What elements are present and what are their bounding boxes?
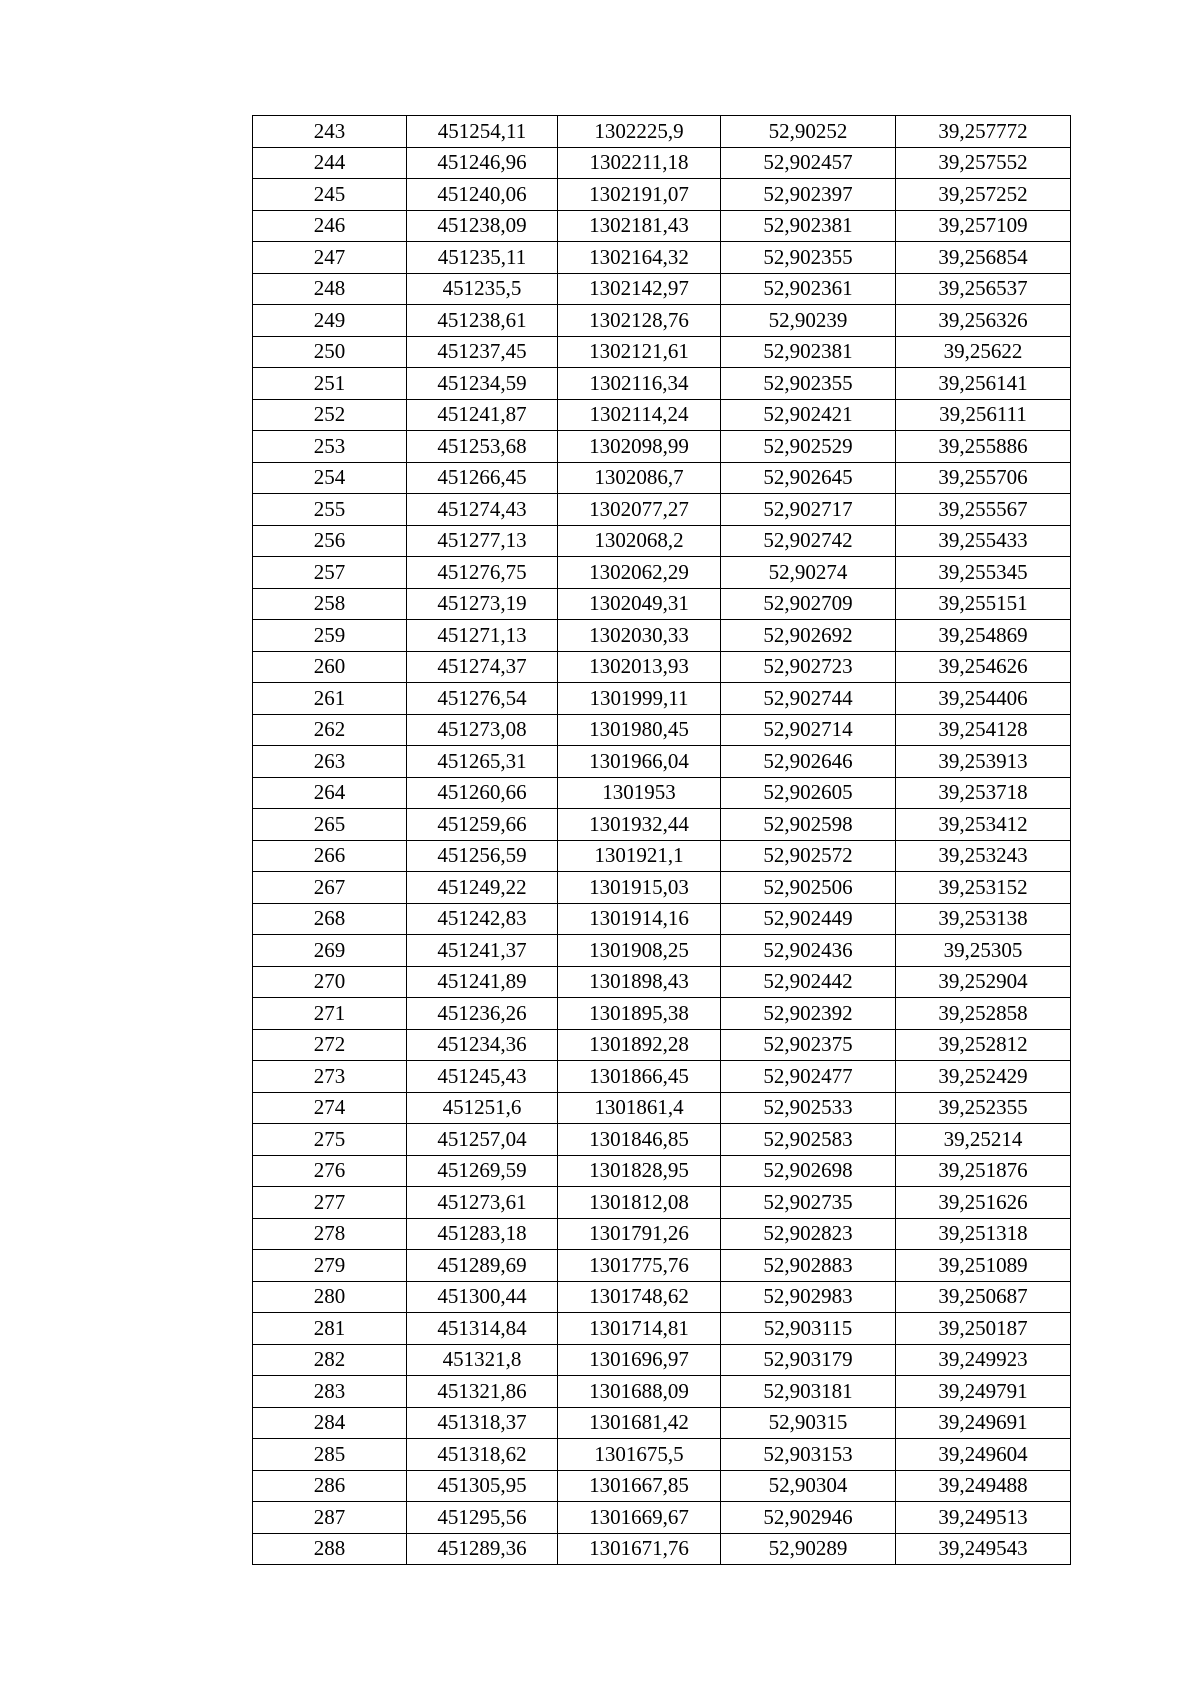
longitude-cell: 39,250687 [896,1281,1071,1313]
y-coordinate-cell: 1302225,9 [558,116,721,148]
x-coordinate-cell: 451274,43 [407,494,558,526]
table-row [253,210,1071,242]
table-row [253,1439,1071,1471]
longitude-cell: 39,256111 [896,399,1071,431]
x-coordinate-cell: 451241,87 [407,399,558,431]
y-coordinate-cell: 1302068,2 [558,525,721,557]
latitude-cell: 52,90315 [721,1407,896,1439]
y-coordinate-cell: 1301999,11 [558,683,721,715]
longitude-cell: 39,251318 [896,1218,1071,1250]
longitude-cell: 39,249791 [896,1376,1071,1408]
table-row [253,1502,1071,1534]
y-coordinate-cell: 1302142,97 [558,273,721,305]
x-coordinate-cell: 451254,11 [407,116,558,148]
latitude-cell: 52,902742 [721,525,896,557]
point-number-cell: 270 [253,966,407,998]
table-row [253,1376,1071,1408]
y-coordinate-cell: 1302191,07 [558,179,721,211]
latitude-cell: 52,902983 [721,1281,896,1313]
x-coordinate-cell: 451318,37 [407,1407,558,1439]
point-number-cell: 253 [253,431,407,463]
point-number-cell: 273 [253,1061,407,1093]
x-coordinate-cell: 451276,75 [407,557,558,589]
x-coordinate-cell: 451321,8 [407,1344,558,1376]
y-coordinate-cell: 1301892,28 [558,1029,721,1061]
longitude-cell: 39,249488 [896,1470,1071,1502]
table-row [253,588,1071,620]
longitude-cell: 39,255886 [896,431,1071,463]
latitude-cell: 52,903179 [721,1344,896,1376]
longitude-cell: 39,25305 [896,935,1071,967]
x-coordinate-cell: 451305,95 [407,1470,558,1502]
y-coordinate-cell: 1301714,81 [558,1313,721,1345]
longitude-cell: 39,253718 [896,777,1071,809]
point-number-cell: 248 [253,273,407,305]
table-row [253,147,1071,179]
point-number-cell: 256 [253,525,407,557]
y-coordinate-cell: 1301895,38 [558,998,721,1030]
point-number-cell: 243 [253,116,407,148]
point-number-cell: 249 [253,305,407,337]
x-coordinate-cell: 451234,36 [407,1029,558,1061]
point-number-cell: 263 [253,746,407,778]
y-coordinate-cell: 1301671,76 [558,1533,721,1565]
y-coordinate-cell: 1301812,08 [558,1187,721,1219]
longitude-cell: 39,255706 [896,462,1071,494]
latitude-cell: 52,902381 [721,210,896,242]
point-number-cell: 267 [253,872,407,904]
table-row [253,1281,1071,1313]
longitude-cell: 39,254128 [896,714,1071,746]
y-coordinate-cell: 1301861,4 [558,1092,721,1124]
longitude-cell: 39,256326 [896,305,1071,337]
point-number-cell: 287 [253,1502,407,1534]
longitude-cell: 39,253412 [896,809,1071,841]
latitude-cell: 52,902375 [721,1029,896,1061]
y-coordinate-cell: 1301667,85 [558,1470,721,1502]
longitude-cell: 39,255567 [896,494,1071,526]
table-row [253,368,1071,400]
latitude-cell: 52,902698 [721,1155,896,1187]
point-number-cell: 268 [253,903,407,935]
latitude-cell: 52,902506 [721,872,896,904]
longitude-cell: 39,255151 [896,588,1071,620]
longitude-cell: 39,252904 [896,966,1071,998]
table-row [253,525,1071,557]
table-row [253,399,1071,431]
y-coordinate-cell: 1302049,31 [558,588,721,620]
table-row [253,273,1071,305]
latitude-cell: 52,90274 [721,557,896,589]
table-row [253,305,1071,337]
table-row [253,746,1071,778]
longitude-cell: 39,256854 [896,242,1071,274]
latitude-cell: 52,902714 [721,714,896,746]
table-row [253,998,1071,1030]
longitude-cell: 39,251089 [896,1250,1071,1282]
point-number-cell: 272 [253,1029,407,1061]
longitude-cell: 39,252812 [896,1029,1071,1061]
y-coordinate-cell: 1301908,25 [558,935,721,967]
latitude-cell: 52,902823 [721,1218,896,1250]
table-row [253,1187,1071,1219]
y-coordinate-cell: 1301898,43 [558,966,721,998]
latitude-cell: 52,903115 [721,1313,896,1345]
longitude-cell: 39,254869 [896,620,1071,652]
latitude-cell: 52,902605 [721,777,896,809]
y-coordinate-cell: 1302013,93 [558,651,721,683]
x-coordinate-cell: 451245,43 [407,1061,558,1093]
latitude-cell: 52,903181 [721,1376,896,1408]
longitude-cell: 39,25214 [896,1124,1071,1156]
y-coordinate-cell: 1301775,76 [558,1250,721,1282]
point-number-cell: 269 [253,935,407,967]
x-coordinate-cell: 451242,83 [407,903,558,935]
x-coordinate-cell: 451266,45 [407,462,558,494]
x-coordinate-cell: 451249,22 [407,872,558,904]
point-number-cell: 252 [253,399,407,431]
table-row [253,494,1071,526]
y-coordinate-cell: 1302062,29 [558,557,721,589]
point-number-cell: 288 [253,1533,407,1565]
point-number-cell: 250 [253,336,407,368]
longitude-cell: 39,250187 [896,1313,1071,1345]
longitude-cell: 39,252858 [896,998,1071,1030]
longitude-cell: 39,251626 [896,1187,1071,1219]
latitude-cell: 52,902883 [721,1250,896,1282]
longitude-cell: 39,253138 [896,903,1071,935]
y-coordinate-cell: 1302211,18 [558,147,721,179]
x-coordinate-cell: 451257,04 [407,1124,558,1156]
y-coordinate-cell: 1301932,44 [558,809,721,841]
latitude-cell: 52,902646 [721,746,896,778]
table-row [253,431,1071,463]
point-number-cell: 278 [253,1218,407,1250]
y-coordinate-cell: 1301866,45 [558,1061,721,1093]
x-coordinate-cell: 451251,6 [407,1092,558,1124]
x-coordinate-cell: 451283,18 [407,1218,558,1250]
x-coordinate-cell: 451277,13 [407,525,558,557]
x-coordinate-cell: 451318,62 [407,1439,558,1471]
longitude-cell: 39,257772 [896,116,1071,148]
table-row [253,683,1071,715]
longitude-cell: 39,256537 [896,273,1071,305]
latitude-cell: 52,90289 [721,1533,896,1565]
point-number-cell: 245 [253,179,407,211]
longitude-cell: 39,255345 [896,557,1071,589]
y-coordinate-cell: 1301696,97 [558,1344,721,1376]
point-number-cell: 258 [253,588,407,620]
latitude-cell: 52,902421 [721,399,896,431]
latitude-cell: 52,902723 [721,651,896,683]
x-coordinate-cell: 451276,54 [407,683,558,715]
x-coordinate-cell: 451235,5 [407,273,558,305]
table-row [253,1407,1071,1439]
longitude-cell: 39,253243 [896,840,1071,872]
longitude-cell: 39,249513 [896,1502,1071,1534]
x-coordinate-cell: 451240,06 [407,179,558,211]
x-coordinate-cell: 451300,44 [407,1281,558,1313]
table-row [253,1313,1071,1345]
longitude-cell: 39,255433 [896,525,1071,557]
x-coordinate-cell: 451273,61 [407,1187,558,1219]
point-number-cell: 276 [253,1155,407,1187]
y-coordinate-cell: 1301828,95 [558,1155,721,1187]
point-number-cell: 247 [253,242,407,274]
table-row [253,903,1071,935]
x-coordinate-cell: 451289,36 [407,1533,558,1565]
y-coordinate-cell: 1301669,67 [558,1502,721,1534]
point-number-cell: 282 [253,1344,407,1376]
point-number-cell: 251 [253,368,407,400]
latitude-cell: 52,902392 [721,998,896,1030]
latitude-cell: 52,902442 [721,966,896,998]
x-coordinate-cell: 451274,37 [407,651,558,683]
longitude-cell: 39,254626 [896,651,1071,683]
latitude-cell: 52,90239 [721,305,896,337]
point-number-cell: 262 [253,714,407,746]
latitude-cell: 52,902645 [721,462,896,494]
y-coordinate-cell: 1301688,09 [558,1376,721,1408]
y-coordinate-cell: 1302086,7 [558,462,721,494]
latitude-cell: 52,902436 [721,935,896,967]
longitude-cell: 39,249543 [896,1533,1071,1565]
longitude-cell: 39,257109 [896,210,1071,242]
x-coordinate-cell: 451295,56 [407,1502,558,1534]
x-coordinate-cell: 451260,66 [407,777,558,809]
x-coordinate-cell: 451238,09 [407,210,558,242]
y-coordinate-cell: 1302116,34 [558,368,721,400]
x-coordinate-cell: 451235,11 [407,242,558,274]
x-coordinate-cell: 451237,45 [407,336,558,368]
latitude-cell: 52,902709 [721,588,896,620]
y-coordinate-cell: 1301953 [558,777,721,809]
latitude-cell: 52,902381 [721,336,896,368]
y-coordinate-cell: 1301791,26 [558,1218,721,1250]
latitude-cell: 52,902735 [721,1187,896,1219]
table-row [253,1344,1071,1376]
latitude-cell: 52,902397 [721,179,896,211]
point-number-cell: 257 [253,557,407,589]
x-coordinate-cell: 451238,61 [407,305,558,337]
point-number-cell: 279 [253,1250,407,1282]
x-coordinate-cell: 451289,69 [407,1250,558,1282]
y-coordinate-cell: 1302030,33 [558,620,721,652]
table-row [253,1250,1071,1282]
x-coordinate-cell: 451273,08 [407,714,558,746]
point-number-cell: 264 [253,777,407,809]
latitude-cell: 52,902533 [721,1092,896,1124]
point-number-cell: 265 [253,809,407,841]
table-row [253,966,1071,998]
longitude-cell: 39,252429 [896,1061,1071,1093]
point-number-cell: 271 [253,998,407,1030]
longitude-cell: 39,249923 [896,1344,1071,1376]
table-row [253,557,1071,589]
table-row [253,1124,1071,1156]
table-row [253,462,1071,494]
x-coordinate-cell: 451241,37 [407,935,558,967]
longitude-cell: 39,252355 [896,1092,1071,1124]
y-coordinate-cell: 1302098,99 [558,431,721,463]
y-coordinate-cell: 1302114,24 [558,399,721,431]
x-coordinate-cell: 451271,13 [407,620,558,652]
y-coordinate-cell: 1302121,61 [558,336,721,368]
point-number-cell: 277 [253,1187,407,1219]
x-coordinate-cell: 451236,26 [407,998,558,1030]
coordinates-table [252,115,1071,1565]
y-coordinate-cell: 1301921,1 [558,840,721,872]
latitude-cell: 52,902572 [721,840,896,872]
point-number-cell: 246 [253,210,407,242]
table-row [253,651,1071,683]
y-coordinate-cell: 1301980,45 [558,714,721,746]
x-coordinate-cell: 451314,84 [407,1313,558,1345]
point-number-cell: 244 [253,147,407,179]
table-row [253,242,1071,274]
latitude-cell: 52,90252 [721,116,896,148]
longitude-cell: 39,249691 [896,1407,1071,1439]
y-coordinate-cell: 1301675,5 [558,1439,721,1471]
latitude-cell: 52,902361 [721,273,896,305]
table-row [253,1061,1071,1093]
table-row [253,809,1071,841]
y-coordinate-cell: 1301748,62 [558,1281,721,1313]
point-number-cell: 260 [253,651,407,683]
point-number-cell: 286 [253,1470,407,1502]
point-number-cell: 274 [253,1092,407,1124]
point-number-cell: 283 [253,1376,407,1408]
table-row [253,872,1071,904]
latitude-cell: 52,902946 [721,1502,896,1534]
point-number-cell: 261 [253,683,407,715]
table-row [253,179,1071,211]
y-coordinate-cell: 1301846,85 [558,1124,721,1156]
point-number-cell: 281 [253,1313,407,1345]
point-number-cell: 254 [253,462,407,494]
x-coordinate-cell: 451246,96 [407,147,558,179]
y-coordinate-cell: 1301915,03 [558,872,721,904]
longitude-cell: 39,254406 [896,683,1071,715]
latitude-cell: 52,902583 [721,1124,896,1156]
x-coordinate-cell: 451241,89 [407,966,558,998]
table-row [253,1029,1071,1061]
latitude-cell: 52,902457 [721,147,896,179]
x-coordinate-cell: 451265,31 [407,746,558,778]
y-coordinate-cell: 1302164,32 [558,242,721,274]
longitude-cell: 39,257552 [896,147,1071,179]
coordinates-table-body [253,116,1071,1565]
x-coordinate-cell: 451234,59 [407,368,558,400]
point-number-cell: 275 [253,1124,407,1156]
y-coordinate-cell: 1302077,27 [558,494,721,526]
table-row [253,620,1071,652]
point-number-cell: 284 [253,1407,407,1439]
point-number-cell: 259 [253,620,407,652]
y-coordinate-cell: 1302128,76 [558,305,721,337]
table-row [253,1092,1071,1124]
table-row [253,935,1071,967]
latitude-cell: 52,902692 [721,620,896,652]
point-number-cell: 255 [253,494,407,526]
latitude-cell: 52,903153 [721,1439,896,1471]
table-row [253,116,1071,148]
point-number-cell: 266 [253,840,407,872]
x-coordinate-cell: 451253,68 [407,431,558,463]
longitude-cell: 39,25622 [896,336,1071,368]
y-coordinate-cell: 1301681,42 [558,1407,721,1439]
y-coordinate-cell: 1302181,43 [558,210,721,242]
point-number-cell: 285 [253,1439,407,1471]
latitude-cell: 52,902598 [721,809,896,841]
table-row [253,1218,1071,1250]
latitude-cell: 52,902529 [721,431,896,463]
latitude-cell: 52,902477 [721,1061,896,1093]
y-coordinate-cell: 1301914,16 [558,903,721,935]
latitude-cell: 52,902744 [721,683,896,715]
table-row [253,1470,1071,1502]
longitude-cell: 39,253152 [896,872,1071,904]
table-row [253,777,1071,809]
table-row [253,840,1071,872]
latitude-cell: 52,902355 [721,242,896,274]
table-row [253,1533,1071,1565]
latitude-cell: 52,902717 [721,494,896,526]
latitude-cell: 52,90304 [721,1470,896,1502]
y-coordinate-cell: 1301966,04 [558,746,721,778]
point-number-cell: 280 [253,1281,407,1313]
latitude-cell: 52,902355 [721,368,896,400]
longitude-cell: 39,257252 [896,179,1071,211]
longitude-cell: 39,256141 [896,368,1071,400]
table-row [253,336,1071,368]
x-coordinate-cell: 451321,86 [407,1376,558,1408]
x-coordinate-cell: 451256,59 [407,840,558,872]
table-row [253,1155,1071,1187]
longitude-cell: 39,253913 [896,746,1071,778]
x-coordinate-cell: 451273,19 [407,588,558,620]
longitude-cell: 39,249604 [896,1439,1071,1471]
x-coordinate-cell: 451269,59 [407,1155,558,1187]
table-row [253,714,1071,746]
x-coordinate-cell: 451259,66 [407,809,558,841]
latitude-cell: 52,902449 [721,903,896,935]
longitude-cell: 39,251876 [896,1155,1071,1187]
